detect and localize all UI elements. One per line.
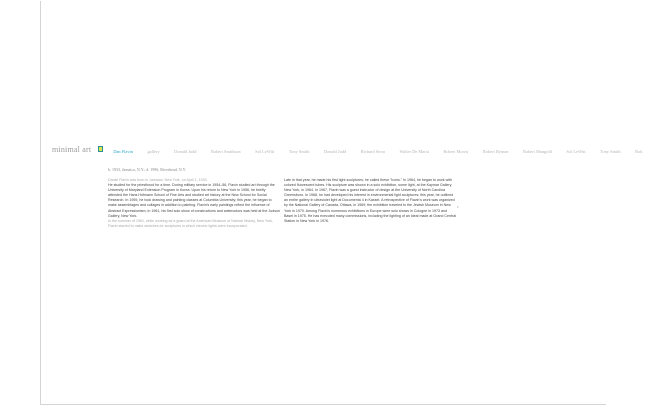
- top-navigation: [52, 140, 643, 155]
- nav-item[interactable]: Sol LeWitt: [255, 149, 275, 155]
- nav-item[interactable]: Sol LeWitt: [566, 149, 586, 155]
- nav-item[interactable]: Donald Judd: [174, 149, 197, 155]
- bio-column-2: [284, 178, 456, 224]
- logo-mark-icon: [98, 146, 103, 152]
- nav-item[interactable]: Richard Serra: [360, 149, 385, 155]
- artist-nav-list: [113, 140, 657, 158]
- page-frame: [40, 1, 643, 405]
- nav-item[interactable]: Rob: [635, 149, 643, 155]
- nav-item[interactable]: gallery: [147, 149, 160, 155]
- nav-item[interactable]: Robert Mangold: [522, 149, 552, 155]
- nav-item[interactable]: Donald Judd: [323, 149, 347, 155]
- nav-item[interactable]: Robert Morris: [443, 149, 469, 155]
- nav-item[interactable]: Robert Smithson: [210, 149, 241, 155]
- nav-item[interactable]: Tony Smith: [600, 149, 621, 155]
- bio-paragraph: Daniel Flavin was born in Jamaica, New York, on April 1, 1933.: [108, 178, 208, 182]
- bio-column-1: [108, 178, 280, 229]
- bio-paragraph: He studied for the priesthood for a time. During military service in 1954–56, Flavin studied art through the University of Maryland Extension Program in Korea. Upon his return to New York in 1956, he briefly attended the Hans Hofmann School of Fine Arts and studied art history at the New School for Social Research. In 1959, he took drawing and painting classes at Columbia University; this year, he began to make assemblages and collages in addition to painting. Flavin's early paintings reflect the influence of Abstract Expressionism; in 1961, his first solo show of constructions and watercolors was held at the Judson Gallery, New York.: [108, 183, 280, 218]
- nav-item[interactable]: Dan Flavin: [113, 149, 133, 155]
- nav-item[interactable]: Robert Ryman: [482, 149, 509, 155]
- nav-item[interactable]: Walter De Maria: [399, 149, 429, 155]
- site-logo[interactable]: [52, 145, 91, 154]
- nav-item[interactable]: Tony Smith: [288, 149, 310, 155]
- bio-paragraph: Late in that year, he made his first light sculptures; he called these "icons." In 1964, he began to work with colored fluorescent tubes. His sculpture was shown in a solo exhibition, some light, at the Kaymar Gallery, New York, in 1964. In 1967, Flavin was a guest instructor of design at the University of North Carolina Greensboro. In 1968, he had developed his interest in environmental light sculptures; this year, he outlined an entire gallery in ultraviolet light at Documenta 4 in Kassel. A retrospective of Flavin's work was organized by the National Gallery of Canada, Ottawa, in 1969; the exhibition traveled to the Jewish Museum in New York in 1970. Among Flavin's numerous exhibitions in Europe were solo shows in Cologne in 1973 and Basel in 1975. He has executed many commissions, including the lighting of an ideal made at Grand Central Station in New York in 1976.: [284, 178, 456, 223]
- bio-paragraph: In the summer of 1961, while working as a guard at the American Museum of Natural History, New York, Flavin started to make sketches for sculptures in which electric lights were incorporated.: [108, 218, 273, 228]
- next-page-arrow-icon[interactable]: ›: [457, 205, 459, 210]
- logo-text: minimal art: [52, 144, 92, 154]
- artist-life-dates: b. 1933, Jamaica, N.Y.; d. 1996, Riverhead, N.Y.: [108, 167, 186, 172]
